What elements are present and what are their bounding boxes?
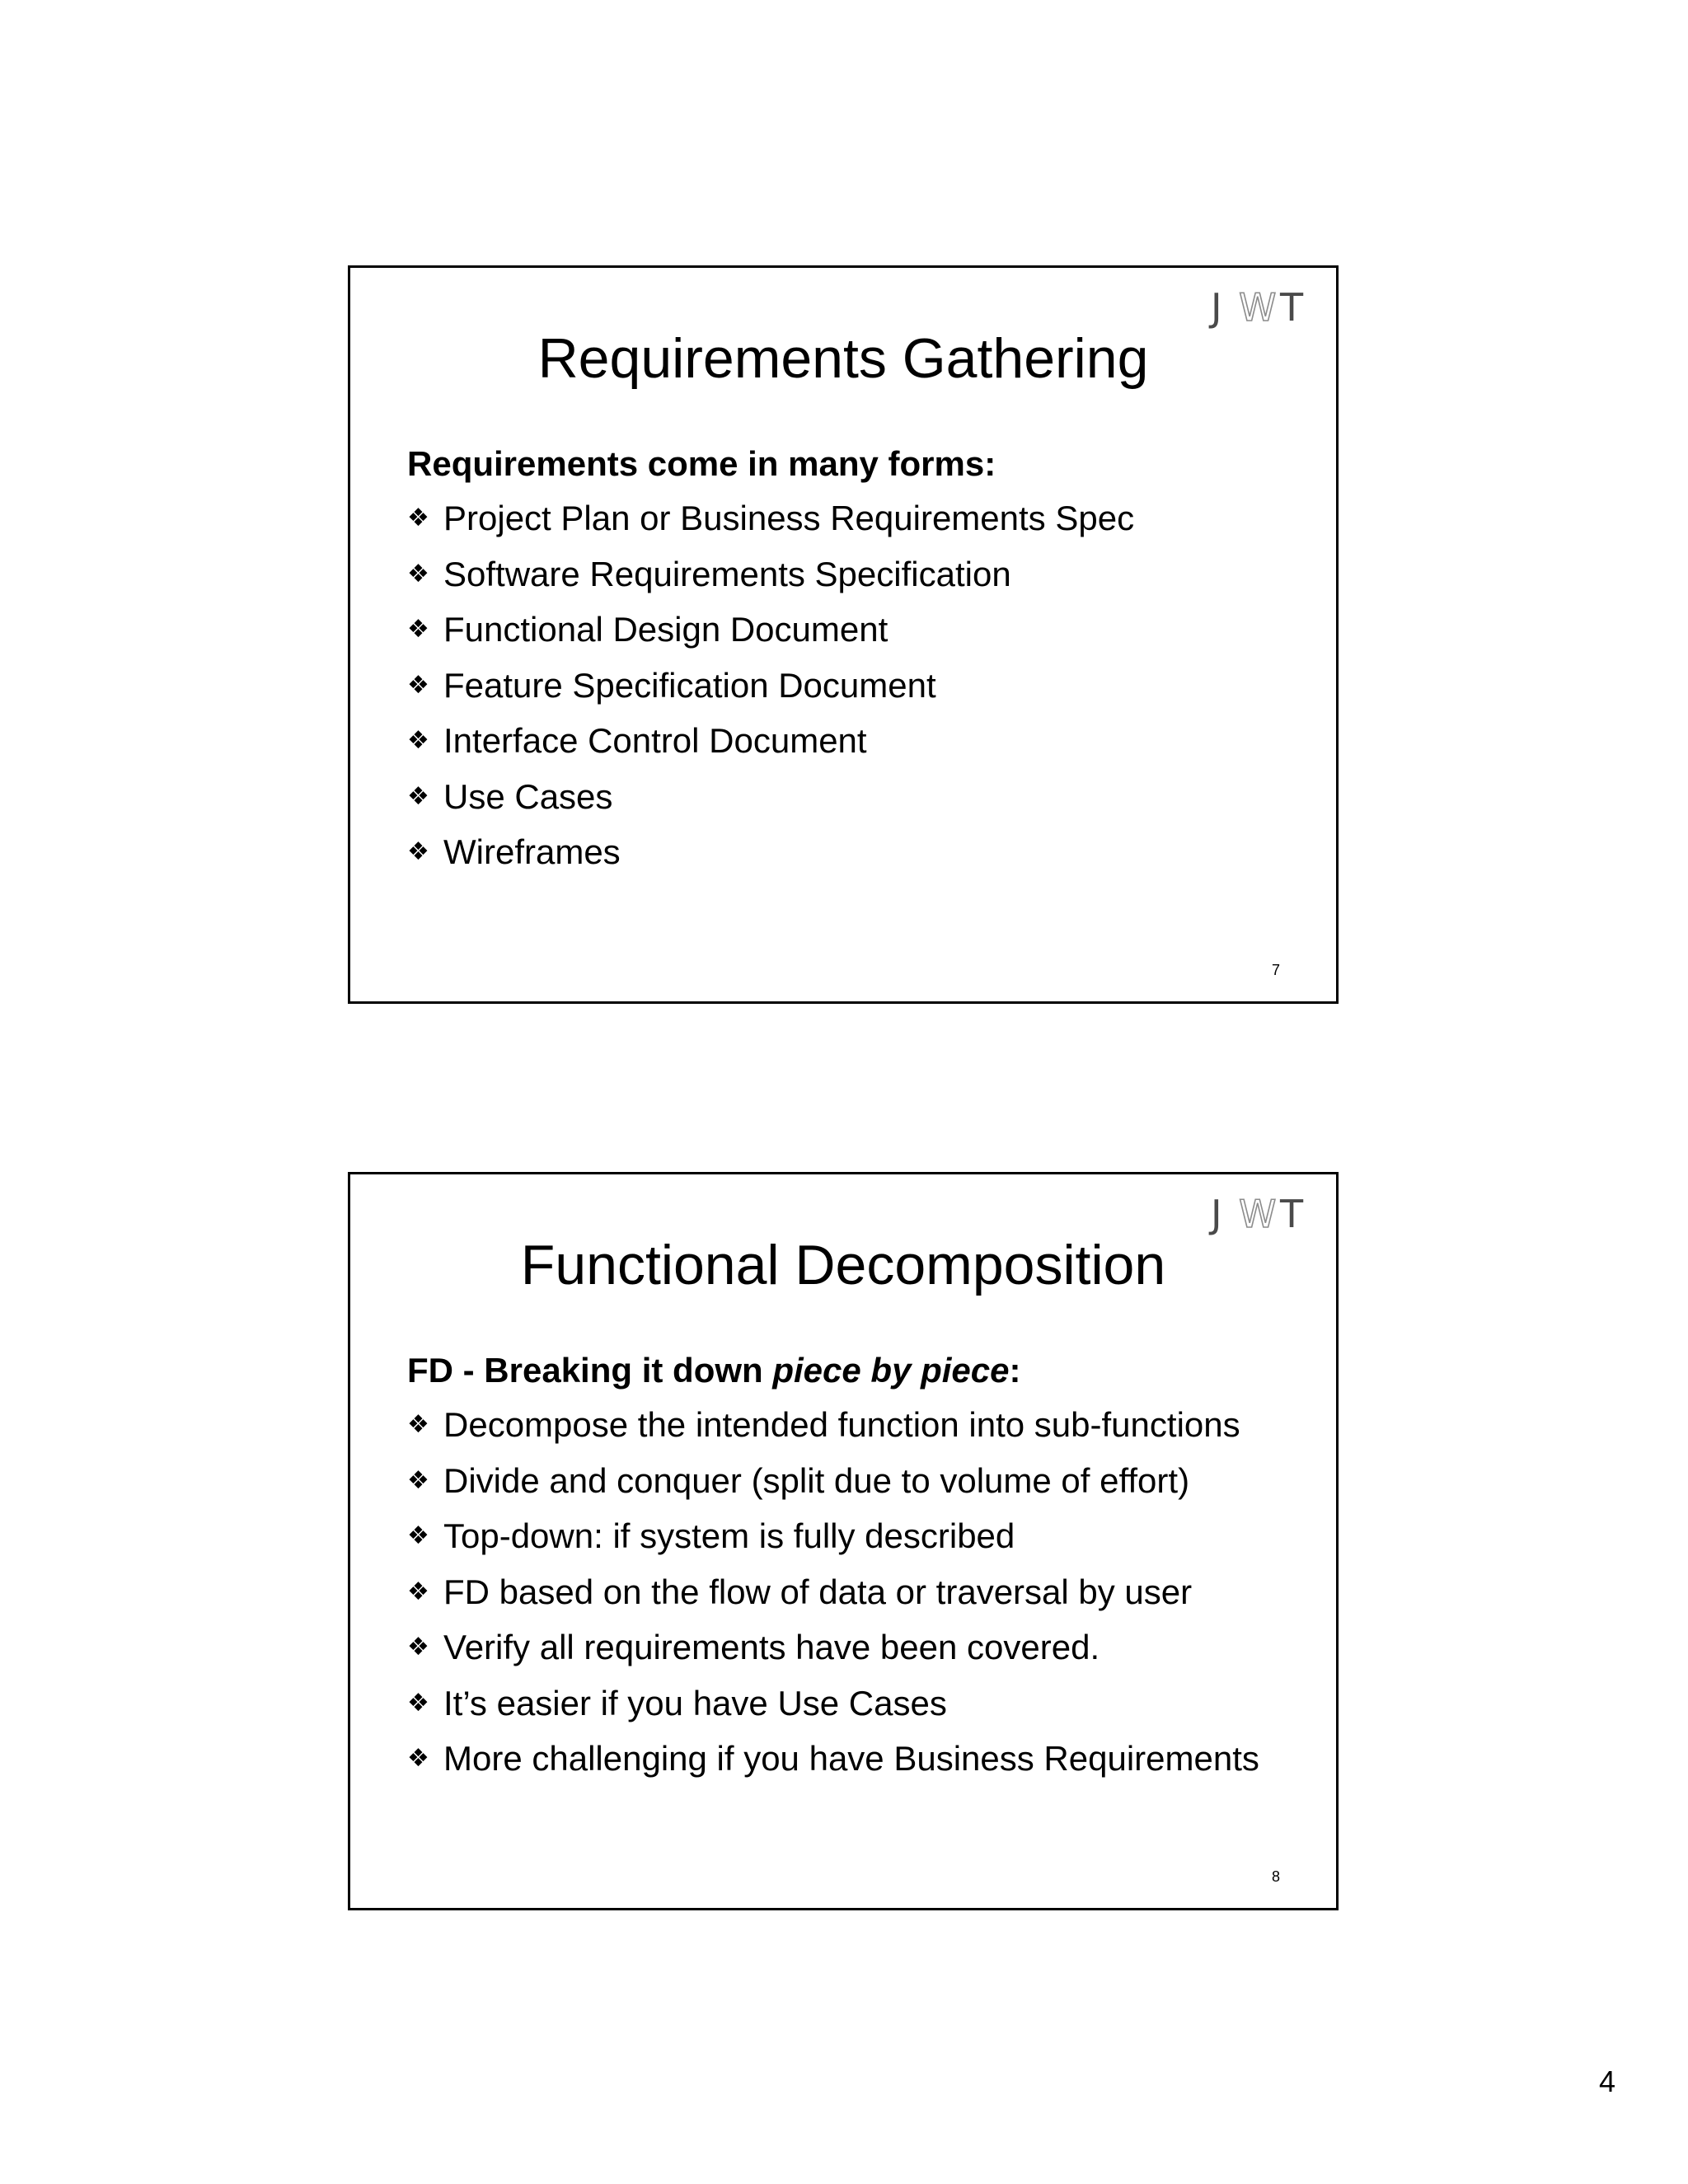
diamond-bullet-icon: ❖ xyxy=(407,670,429,700)
lead-emphasis: piece by piece xyxy=(772,1351,1010,1390)
slide-number: 7 xyxy=(1271,962,1280,978)
lead-suffix: : xyxy=(1009,1351,1021,1390)
lead-prefix: FD - Breaking it down xyxy=(407,1351,773,1390)
bullet-list xyxy=(407,1404,1259,1793)
bullet-text: Top-down: if system is fully described xyxy=(443,1516,1015,1555)
slide-title: Functional Decomposition xyxy=(520,1234,1166,1296)
bullet-text: It’s easier if you have Use Cases xyxy=(443,1683,947,1722)
bullet-item xyxy=(407,608,1134,664)
bullet-text: Feature Specification Document xyxy=(443,665,936,705)
logo-letter-w: W xyxy=(1239,1192,1277,1236)
slide-functional-decomposition xyxy=(348,1172,1339,1910)
diamond-bullet-icon: ❖ xyxy=(407,726,429,755)
bullet-item xyxy=(407,1404,1259,1460)
page-number: 4 xyxy=(1598,2064,1615,2098)
slide-requirements-gathering xyxy=(348,265,1339,1004)
bullet-item xyxy=(407,1682,1259,1738)
slide-title: Requirements Gathering xyxy=(537,327,1149,390)
bullet-text: Verify all requirements have been covered. xyxy=(443,1628,1100,1666)
bullet-item xyxy=(407,553,1134,609)
slide-number: 8 xyxy=(1271,1868,1280,1885)
bullet-item xyxy=(407,1460,1259,1516)
logo-letter-j: J xyxy=(1211,1192,1222,1236)
diamond-bullet-icon: ❖ xyxy=(407,1521,429,1550)
bullet-text: Functional Design Document xyxy=(443,610,889,649)
bullet-text: Interface Control Document xyxy=(443,721,867,760)
bullet-item xyxy=(407,719,1134,776)
bullet-text: Divide and conquer (split due to volume of effort) xyxy=(443,1460,1190,1500)
bullet-item xyxy=(407,1626,1259,1682)
slide-lead-text: Requirements come in many forms: xyxy=(407,444,996,483)
diamond-bullet-icon: ❖ xyxy=(407,504,429,532)
diamond-bullet-icon: ❖ xyxy=(407,1577,429,1606)
diamond-bullet-icon: ❖ xyxy=(407,1410,429,1439)
bullet-item xyxy=(407,1737,1259,1793)
bullet-list xyxy=(407,497,1134,887)
diamond-bullet-icon: ❖ xyxy=(407,781,429,811)
logo-letter-t: T xyxy=(1280,1192,1304,1236)
bullet-text: Decompose the intended function into sub-functions xyxy=(443,1405,1240,1444)
diamond-bullet-icon: ❖ xyxy=(407,615,429,644)
bullet-item xyxy=(407,1571,1259,1627)
bullet-item xyxy=(407,664,1134,720)
diamond-bullet-icon: ❖ xyxy=(407,1688,429,1718)
diamond-bullet-icon: ❖ xyxy=(407,837,429,866)
bullet-item xyxy=(407,497,1134,553)
bullet-item xyxy=(407,831,1134,887)
bullet-item xyxy=(407,776,1134,832)
logo-letter-j: J xyxy=(1211,285,1222,330)
slide-lead-text xyxy=(407,1347,1021,1394)
diamond-bullet-icon: ❖ xyxy=(407,1465,429,1495)
bullet-text: More challenging if you have Business Requirements xyxy=(443,1739,1259,1778)
logo-letter-w: W xyxy=(1239,285,1277,330)
bullet-text: Software Requirements Specification xyxy=(443,554,1011,593)
bullet-text: Wireframes xyxy=(443,832,621,871)
bullet-item xyxy=(407,1515,1259,1571)
diamond-bullet-icon: ❖ xyxy=(407,1744,429,1773)
diamond-bullet-icon: ❖ xyxy=(407,559,429,588)
diamond-bullet-icon: ❖ xyxy=(407,1633,429,1661)
bullet-text: FD based on the flow of data or traversal by user xyxy=(443,1572,1193,1611)
bullet-text: Use Cases xyxy=(443,776,613,816)
logo-letter-t: T xyxy=(1280,285,1304,330)
bullet-text: Project Plan or Business Requirements Spec xyxy=(443,499,1135,537)
